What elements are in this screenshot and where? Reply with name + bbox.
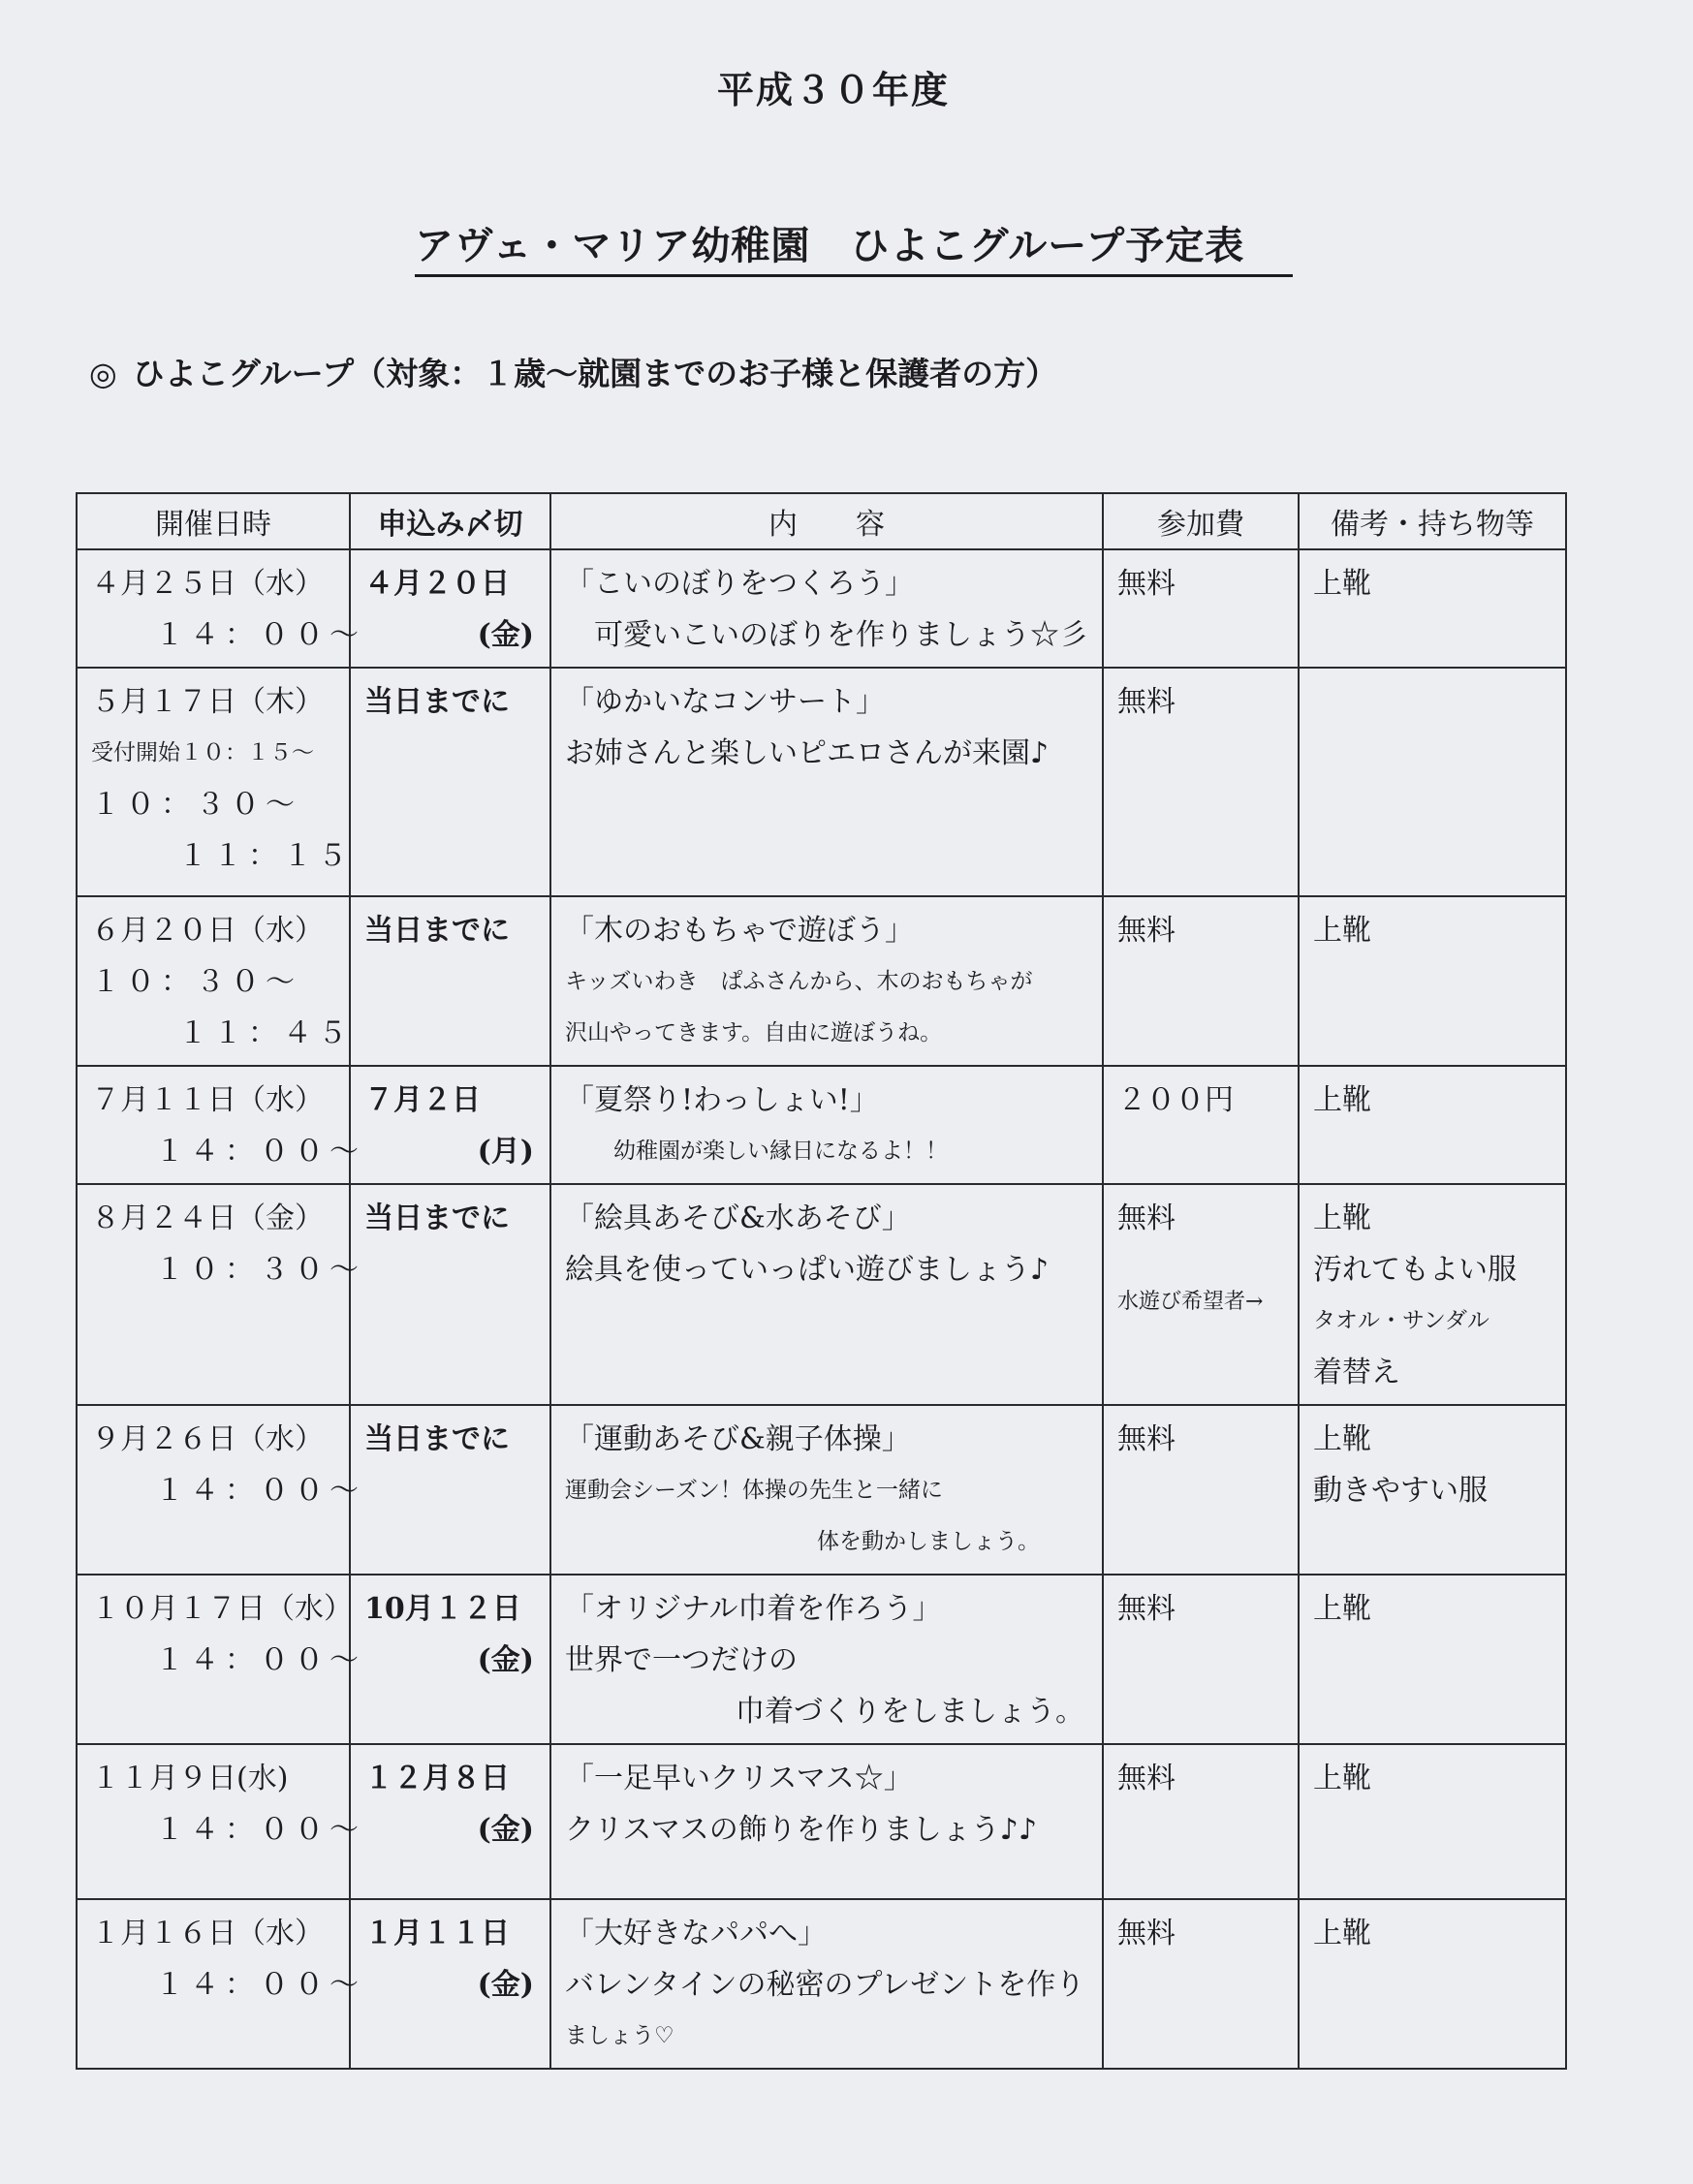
content-cell: [550, 1405, 1103, 1575]
time-text: １４：００～: [155, 1968, 364, 2002]
date-text: ７月１１日（水）: [91, 1083, 324, 1117]
table-row: [77, 1066, 1566, 1184]
content-cell: [550, 1066, 1103, 1184]
notes-text: 上靴: [1313, 1592, 1371, 1626]
fee-note: 水遊び希望者→: [1117, 1290, 1264, 1314]
date-cell: [77, 1744, 364, 1899]
content-cell: [550, 896, 1103, 1066]
deadline-text: １２月８日: [364, 1762, 510, 1795]
deadline-cell: [350, 1744, 550, 1899]
header-date: 開催日時: [77, 493, 350, 549]
table-row: [77, 896, 1566, 1066]
event-description-2: 沢山やってきます。自由に遊ぼうね。: [565, 1020, 943, 1045]
date-cell: [77, 549, 364, 668]
event-description: キッズいわき ぱふさんから、木のおもちゃが: [565, 969, 1033, 994]
deadline-cell: [350, 1184, 550, 1405]
content-cell: [550, 549, 1103, 668]
time-start-text: １０：３０～: [91, 965, 300, 999]
notes-text: 上靴: [1313, 567, 1371, 601]
deadline-text: 当日までに: [364, 1422, 510, 1456]
event-description-2: ましょう♡: [565, 2023, 674, 2048]
notes-cell: [1299, 668, 1566, 896]
fee-cell: [1103, 1184, 1299, 1405]
table-header-row: [77, 493, 1566, 549]
event-description: お姉さんと楽しいピエロさんが来園♪: [565, 736, 1050, 770]
fee-text: 無料: [1117, 1422, 1176, 1456]
table-row: [77, 549, 1566, 668]
fee-text: ２００円: [1117, 1083, 1234, 1117]
header-deadline: 申込み〆切: [350, 493, 550, 549]
event-title: 「絵具あそび&水あそび」: [565, 1201, 911, 1235]
time-text: １４：００～: [155, 1813, 364, 1847]
table-row: [77, 668, 1566, 896]
time-text: １４：００～: [155, 1474, 364, 1508]
date-cell: [77, 668, 353, 896]
header-fee: 参加費: [1103, 493, 1299, 549]
deadline-text: 当日までに: [364, 1201, 510, 1235]
event-title: 「ゆかいなコンサート」: [565, 685, 885, 719]
event-title: 「こいのぼりをつくろう」: [565, 567, 914, 601]
deadline-cell: [350, 896, 550, 1066]
fee-text: 無料: [1117, 685, 1176, 719]
deadline-text: 10月１２日: [364, 1592, 521, 1626]
date-text: １１月９日(水): [91, 1762, 289, 1795]
notes-text-2: 動きやすい服: [1313, 1474, 1488, 1508]
deadline-text: １月１１日: [364, 1917, 510, 1950]
event-title: 「夏祭り!わっしょい!」: [565, 1083, 879, 1117]
notes-cell: [1299, 1184, 1566, 1405]
target-audience-line: [89, 349, 1057, 394]
table-row: [77, 1899, 1566, 2069]
time-text: １４：００～: [155, 1643, 364, 1677]
time-end-text: １１：１５: [178, 839, 353, 873]
event-title: 「運動あそび&親子体操」: [565, 1422, 911, 1456]
fee-cell: [1103, 1405, 1299, 1575]
deadline-text: 当日までに: [364, 914, 510, 948]
notes-cell: [1299, 896, 1566, 1066]
notes-cell: [1299, 549, 1566, 668]
date-cell: [77, 1405, 364, 1575]
event-title: 「木のおもちゃで遊ぼう」: [565, 914, 914, 948]
notes-cell: [1299, 1405, 1566, 1575]
content-cell: [550, 1744, 1103, 1899]
deadline-weekday: (金): [477, 1968, 534, 2002]
date-cell: [77, 896, 353, 1066]
date-text: ４月２５日（水）: [91, 567, 324, 601]
fee-cell: [1103, 668, 1299, 896]
fee-cell: [1103, 1899, 1299, 2069]
notes-cell: [1299, 1899, 1566, 2069]
deadline-weekday: (月): [477, 1135, 534, 1169]
notes-text: 上靴: [1313, 1083, 1371, 1117]
notes-cell: [1299, 1744, 1566, 1899]
event-description: 可愛いこいのぼりを作りましょう☆彡: [594, 618, 1088, 652]
fee-text: 無料: [1117, 914, 1176, 948]
deadline-cell: [350, 668, 550, 896]
event-description: クリスマスの飾りを作りましょう♪♪: [565, 1813, 1038, 1847]
time-text: １４：００～: [155, 618, 364, 652]
date-cell: [77, 1184, 364, 1405]
date-text: ９月２６日（水）: [91, 1422, 324, 1456]
notes-text: 上靴: [1313, 1917, 1371, 1950]
header-notes: 備考・持ち物等: [1299, 493, 1566, 549]
date-text: ５月１７日（木）: [91, 685, 324, 719]
fee-cell: [1103, 549, 1299, 668]
fee-text: 無料: [1117, 1201, 1176, 1235]
notes-text-3: タオル・サンダル: [1313, 1308, 1489, 1333]
time-text: １４：００～: [155, 1135, 364, 1169]
fee-cell: [1103, 1575, 1299, 1744]
double-circle-icon: ◎: [89, 355, 117, 392]
fee-cell: [1103, 896, 1299, 1066]
event-description: バレンタインの秘密のプレゼントを作り: [565, 1968, 1085, 2002]
event-title: 「一足早いクリスマス☆」: [565, 1762, 913, 1795]
fee-cell: [1103, 1066, 1299, 1184]
content-cell: [550, 1184, 1103, 1405]
notes-cell: [1299, 1575, 1566, 1744]
deadline-weekday: (金): [477, 1813, 534, 1847]
notes-text: 上靴: [1313, 1201, 1371, 1235]
table-row: [77, 1575, 1566, 1744]
event-description: 世界で一つだけの: [565, 1643, 798, 1677]
notes-cell: [1299, 1066, 1566, 1184]
fee-text: 無料: [1117, 1762, 1176, 1795]
document-title: アヴェ・マリア幼稚園 ひよこグループ予定表: [415, 215, 1293, 277]
table-row: [77, 1184, 1566, 1405]
event-title: 「オリジナル巾着を作ろう」: [565, 1592, 942, 1626]
deadline-weekday: (金): [477, 1643, 534, 1677]
event-title: 「大好きなパパへ」: [565, 1917, 827, 1950]
schedule-table: [76, 492, 1567, 2070]
time-text: １０：３０～: [155, 1253, 364, 1287]
notes-text-2: 汚れてもよい服: [1313, 1253, 1517, 1287]
date-cell: [77, 1066, 364, 1184]
event-description: 幼稚園が楽しい縁日になるよ！！: [613, 1139, 948, 1164]
date-text: １月１６日（水）: [91, 1917, 324, 1950]
deadline-cell: [350, 1575, 550, 1744]
time-start-text: １０：３０～: [91, 788, 300, 822]
date-cell: [77, 1575, 364, 1744]
deadline-cell: [350, 1899, 550, 2069]
notes-text: 上靴: [1313, 1762, 1371, 1795]
notes-text-4: 着替え: [1313, 1356, 1400, 1389]
table-row: [77, 1405, 1566, 1575]
target-audience-text: ひよこグループ（対象：１歳～就園までのお子様と保護者の方）: [132, 355, 1058, 392]
date-text: ６月２０日（水）: [91, 914, 324, 948]
time-end-text: １１：４５: [178, 1016, 353, 1050]
deadline-cell: [350, 549, 550, 668]
date-text: ８月２４日（金）: [91, 1201, 324, 1235]
deadline-weekday: (金): [477, 618, 534, 652]
event-description: 運動会シーズン！体操の先生と一緒に: [565, 1478, 943, 1503]
event-description: 絵具を使っていっぱい遊びましょう♪: [565, 1253, 1050, 1287]
fiscal-year-heading: 平成３０年度: [716, 68, 950, 111]
deadline-text: 当日までに: [364, 685, 510, 719]
deadline-cell: [350, 1066, 550, 1184]
header-content: 内 容: [550, 493, 1103, 549]
reception-text: 受付開始１０：１５～: [91, 740, 314, 765]
fee-text: 無料: [1117, 1592, 1176, 1626]
content-cell: [550, 1899, 1103, 2069]
fee-text: 無料: [1117, 567, 1176, 601]
event-description-2: 巾着づくりをしましょう。: [736, 1695, 1084, 1729]
notes-text: 上靴: [1313, 914, 1371, 948]
content-cell: [550, 668, 1103, 896]
deadline-text: ７月２日: [364, 1083, 481, 1117]
notes-text: 上靴: [1313, 1422, 1371, 1456]
deadline-text: ４月２０日: [364, 567, 510, 601]
deadline-cell: [350, 1405, 550, 1575]
table-row: [77, 1744, 1566, 1899]
content-cell: [550, 1575, 1103, 1744]
date-text: １０月１７日（水）: [91, 1592, 353, 1626]
event-description-2: 体を動かしましょう。: [817, 1529, 1040, 1554]
date-cell: [77, 1899, 364, 2069]
fee-cell: [1103, 1744, 1299, 1899]
fee-text: 無料: [1117, 1917, 1176, 1950]
